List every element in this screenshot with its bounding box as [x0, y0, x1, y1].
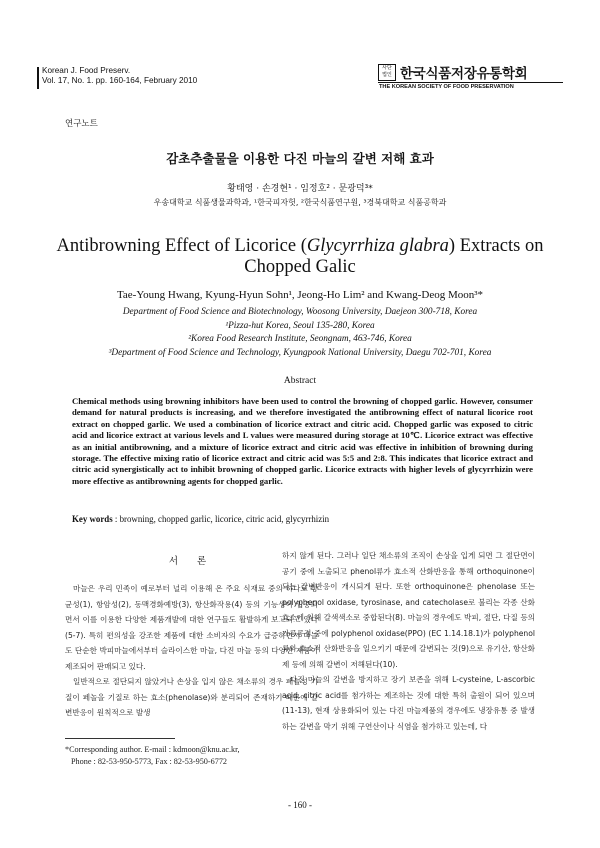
english-affiliations — [0, 306, 600, 360]
affiliation-line: ¹Pizza-hut Korea, Seoul 135-280, Korea — [225, 320, 375, 331]
abstract-text: Chemical methods using browning inhibitors have been used to control the browning of chopped garlic. However, consumer demand for natural products is increasing, and we therefore investigated the antibrowning effect of natural licorice root extract on chopped garlic. We used a combination of licorice extract and citric acid. Chopped garlic was exposed to citric acid and licorice extract at various levels and L values were measured during storage at 10℃. Licorice extract was effective as an initial antibrowning, and a mixture of licorice extract and citric acid was effective in inhibition of browning during storage. The effective mixing ratio of licorice extract and citric acid was 5:5 and 2:8. This indicates that licorice extract and citric acid synergistically act to inhibit browning of chopped garlic. Licorice extracts with higher levels of glycyrrhizin were more effective as antibrowning agents for chopped garlic. — [72, 396, 533, 486]
footnote-email: *Corresponding author. E-mail : kdmoon@knu.ac.kr, — [65, 745, 240, 754]
korean-authors: 황태영 · 손경현¹ · 임정호² · 문광덕³* — [227, 184, 373, 194]
english-authors: Tae-Young Hwang, Kyung-Hyun Sohn¹, Jeong-Ho Lim² and Kwang-Deog Moon³* — [116, 289, 484, 301]
header-rule — [37, 67, 39, 89]
footnote-rule — [65, 738, 175, 739]
body-paragraph: 다진 마늘의 갈변을 방지하고 장기 보존을 위해 L-cysteine, L-ascorbic acid, citric acid를 첨가하는 제조하는 것에 대한 특허 출원이 되어 있으며(11-13), 현재 상용화되어 있는 다진 마늘제품의 경우에도 냉장유통 중 발생하는 갈변을 막기 위해 구연산이나 식염을 첨가하고 있는데, 다 — [282, 675, 535, 732]
english-title-species: Glycyrrhiza glabra — [306, 236, 449, 256]
korean-title: 감초추출물을 이용한 다진 마늘의 갈변 저해 효과 — [166, 151, 434, 166]
journal-name: Korean J. Food Preserv. — [42, 66, 131, 75]
introduction-heading: 서 론 — [168, 556, 215, 567]
society-english-name: THE KOREAN SOCIETY OF FOOD PRESERVATION — [379, 84, 514, 90]
english-title-part2: ) Extracts on — [448, 236, 544, 256]
journal-volume: Vol. 17, No. 1. pp. 160-164, February 2010 — [42, 76, 198, 85]
body-paragraph: 하지 않게 된다. 그러나 일단 채소류의 조직이 손상을 입게 되면 그 절단면이 공기 중에 노출되고 phenol류가 효소적 산화반응을 통해 orthoquinone이 되는 갈변반응이 개시되게 된다. 또한 orthoquinone은 phenolase 또는 polyphenol oxidase, tyrosinase, and catecholase로 불리는 각종 산화 효소에 의해 갈색색소로 중합된다(8). 마늘의 경우에도 박피, 절단, 다질 등의 가공공정 중에 polyphenol oxidase(PPO) (EC 1.14.18.1)가 polyphenol류와 효소적 산화반응을 일으키기 때문에 갈변되는 것(9)으로 유기산, 항산화제 등에 의해 갈변이 저해된다(10). — [282, 551, 535, 669]
body-column-right — [282, 548, 535, 735]
body-column-left — [65, 581, 318, 721]
affiliation-line: Department of Food Science and Biotechnology, Woosong University, Daejeon 300-718, Korea — [122, 307, 478, 317]
body-paragraph: 마늘은 우리 민족이 예로부터 널리 이용해 온 주요 식재료 중의 하나로 항균성(1), 항암성(2), 동맥경화예방(3), 항산화작용(4) 등의 기능성이 입증되면서 이를 이용한 다양한 제품개발에 대한 연구들도 활발하게 보고되고 있다(5-7). 특히 편의성을 강조한 제품에 대한 소비자의 수요가 급증하면서 마늘도 단순한 박피마늘에서부터 슬라이스한 마늘, 다진 마늘 등의 다양한 제품이 제조되어 판매되고 있다. — [65, 584, 318, 671]
abstract-heading: Abstract — [283, 376, 317, 386]
keywords — [72, 514, 329, 524]
affiliation-line: ²Korea Food Research Institute, Seongnam, 463-746, Korea — [188, 334, 412, 344]
article-category: 연구노트 — [65, 119, 98, 129]
english-title — [0, 236, 600, 278]
korean-affiliations: 우송대학교 식품생물과학과, ¹한국피자헛, ²한국식품연구원, ³경북대학교 식품공학과 — [153, 198, 447, 207]
society-emblem-icon: 사단 법인 — [378, 64, 396, 81]
society-korean-name: 한국식품저장유통학회 — [400, 66, 528, 82]
keywords-label: Key words — [72, 514, 113, 524]
affiliation-line: ³Department of Food Science and Technology, Kyungpook National University, Daegu 702-701, Korea — [108, 347, 492, 358]
society-logo — [378, 62, 563, 90]
page-number: - 160 - — [288, 800, 312, 810]
journal-citation — [42, 66, 197, 86]
logo-divider — [378, 82, 563, 83]
corresponding-author-footnote — [65, 744, 240, 768]
english-title-line2: Chopped Galic — [244, 257, 356, 277]
keywords-separator: : — [112, 514, 120, 524]
keywords-list: browning, chopped garlic, licorice, citric acid, glycyrrhizin — [119, 514, 330, 524]
footnote-phone: Phone : 82-53-950-5773, Fax : 82-53-950-6772 — [71, 757, 228, 766]
body-paragraph: 일반적으로 절단되지 않았거나 손상을 입지 않은 채소류의 경우 폐놀성 기질이 페놀을 기질로 하는 효소(phenolase)와 분리되어 존재하기 때문에 갈변반응이 원칙적으로 발생 — [65, 677, 318, 718]
english-title-part1: Antibrowning Effect of Licorice ( — [56, 236, 307, 256]
